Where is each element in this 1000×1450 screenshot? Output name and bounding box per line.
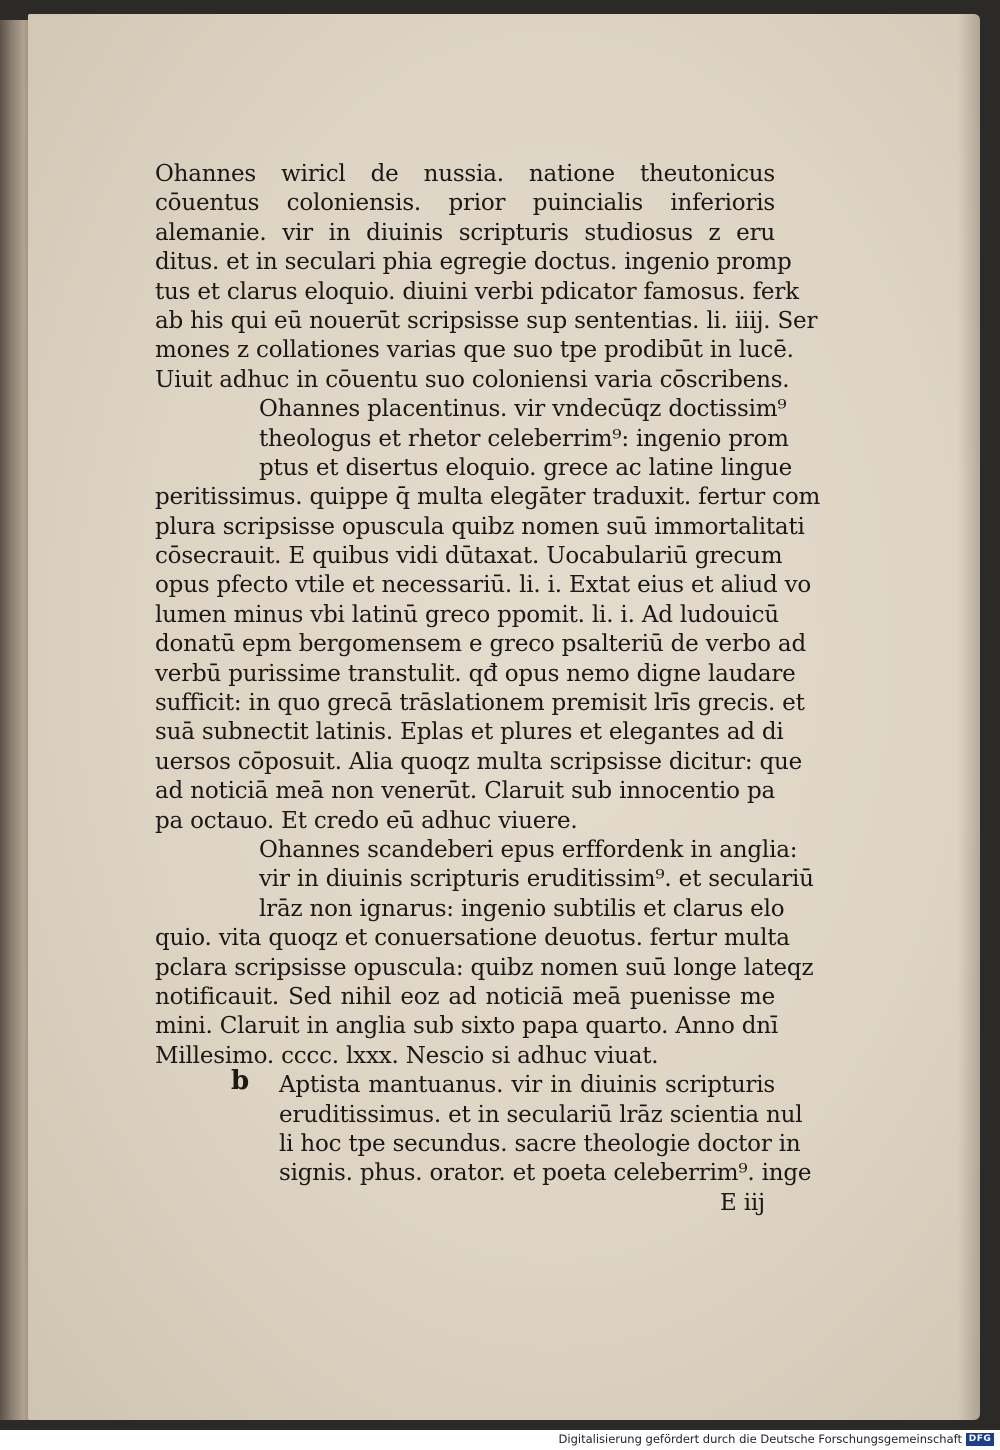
text-line: theologus et rhetor celeberrim⁹: ingenio prom [259, 425, 789, 452]
text-line: pclara scripsisse opuscula: quibz nomen suū longe lateqz [155, 954, 814, 981]
text-line: donatū epm bergomensem e greco psalteriū de verbo ad [155, 631, 806, 658]
text-line: Ohannes placentinus. vir vndecūqz doctissim⁹ [259, 396, 787, 423]
text-line: verbū purissime transtulit. qđ opus nemo digne laudare [155, 660, 796, 687]
text-line: signis. phus. orator. et poeta celeberrim⁹. inge [279, 1160, 812, 1187]
text-line: mini. Claruit in anglia sub sixto papa quarto. Anno dnī [155, 1013, 779, 1040]
text-line: Millesimo. cccc. lxxx. Nescio si adhuc viuat. [155, 1042, 659, 1069]
text-line: tus et clarus eloquio. diuini verbi pdicator famosus. ferk [155, 278, 799, 305]
text-line: sufficit: in quo grecā trāslationem premisit lrīs grecis. et [155, 690, 805, 717]
text-line: Ohannes wiricl de nussia. natione theutonicus [155, 161, 775, 187]
text-line: ptus et disertus eloquio. grece ac latine lingue [259, 454, 793, 481]
signature-mark: b [231, 1066, 250, 1096]
text-line: ditus. et in seculari phia egregie doctus. ingenio promp [155, 249, 792, 276]
text-line: pa octauo. Et credo eū adhuc viuere. [155, 807, 578, 834]
text-line: quio. vita quoqz et conuersatione deuotus. fertur multa [155, 925, 790, 952]
text-line: lumen minus vbi latinū greco ppomit. li. i. Ad ludouicū [155, 601, 779, 628]
text-line: ab his qui eū nouerūt scripsisse sup sententias. li. iiij. Ser [155, 307, 818, 334]
text-block [155, 160, 821, 1218]
text-line: Ohannes scandeberi epus erffordenk in anglia: [259, 836, 798, 863]
text-line: opus pfecto vtile et necessariū. li. i. Extat eius et aliud vo [155, 572, 812, 599]
text-line: ad noticiā meā non venerūt. Claruit sub innocentio pa [155, 778, 775, 805]
text-line: uersos cōposuit. Alia quoqz multa scripsisse dicitur: que [155, 748, 803, 775]
text-line: notificauit. Sed nihil eoz ad noticiā meā puenisse me [155, 983, 775, 1010]
text-line: lrāz non ignarus: ingenio subtilis et clarus elo [259, 895, 785, 922]
text-line: li hoc tpe secundus. sacre theologie doctor in [279, 1130, 801, 1157]
text-line: alemanie. vir in diuinis scripturis studiosus z eru [155, 219, 775, 246]
text-line: plura scripsisse opuscula quibz nomen suū immortalitati [155, 513, 805, 540]
text-line: mones z collationes varias que suo tpe prodibūt in lucē. [155, 337, 794, 364]
text-line: vir in diuinis scripturis eruditissim⁹. et seculariū [259, 866, 814, 893]
text-line: suā subnectit latinis. Eplas et plures et elegantes ad di [155, 719, 784, 746]
text-line: eruditissimus. et in seculariū lrāz scientia nul [279, 1101, 803, 1128]
text-line: Uiuit adhuc in cōuentu suo coloniensi varia cōscribens. [155, 366, 790, 393]
page-edge-shadow [958, 14, 980, 1420]
dfg-logo: DFG [966, 1433, 994, 1446]
text-line: cōsecrauit. E quibus vidi dūtaxat. Uocabulariū grecum [155, 543, 783, 570]
footer-credit: Digitalisierung gefördert durch die Deutsche Forschungsgemeinschaft [558, 1432, 962, 1446]
signature-line: E iij [720, 1189, 765, 1216]
text-line: cōuentus coloniensis. prior puincialis inferioris [155, 190, 775, 217]
text-line: peritissimus. quippe q̄ multa elegāter traduxit. fertur com [155, 484, 821, 511]
text-line: Aptista mantuanus. vir in diuinis scripturis [279, 1072, 775, 1099]
